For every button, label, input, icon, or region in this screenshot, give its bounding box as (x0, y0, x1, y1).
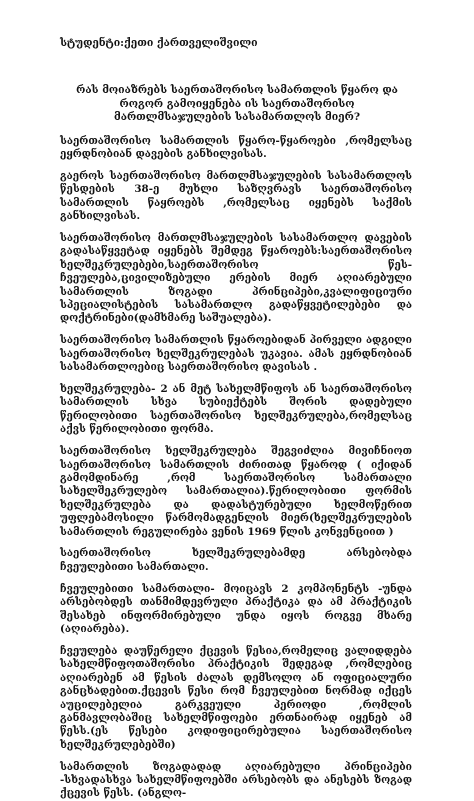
paragraph: საერთაშორისო მართლმსაჯულების სასამართლო დავების გადასაწყვეტად იყენებს შემდეგ წყაროებს:საერთაშორისო ხელშეკრულებები,საერთაშორისო წეს-ჩვეულება,ცივილიზებული ერების მიერ აღიარებული სამართლის ზოგადი პრინციპები,კვალიფიციური სპეციალისტების სასამართლო გადაწყვეტილებები და დოქტრინები(დამხმარე საშუალება). (60, 231, 412, 325)
paragraph: გაეროს საერთაშორისო მართლმსაჯულების სასამართლოს წესდების 38-ე მუხლი საზღვრავს საერთაშორისო სამართლის წაყროებს ,რომელსაც იყენებს საქმის განხილვისას. (60, 169, 412, 223)
paragraph: ხელშეკრულება- 2 ან მეტ სახელმწიფოს ან საერთაშორისო სამართლის სხვა სუბიექტებს შორის დადებული წერილობითი საერთაშორისო ხელშეკრულება,რომელსაც აქვს წერილობითი ფორმა. (60, 383, 412, 436)
paragraph: საერთაშორისო სამართლის წყარო-წყაროები ,რომელსაც ეყრდნობიან დავების განხილვისას. (60, 134, 412, 160)
paragraph: საერთაშორისო ხელშეკრულებამდე არსებობდა ჩვეულებითი სამართალი. (60, 547, 412, 573)
paragraph: საერთაშორისო ხელშეკრულება შეგვიძლია მივიჩნიოთ საერთაშორისო სამართლის ძირითად წყაროდ ( იქიდან გამომდინარე ,რომ საერთაშორისო სამართალი სახელშეკრულებო სამართალია).წერილობითი ფორმის ხელშეკრულება და დადასტურებული ხელმოწერით უფლებამოსილი წარმომადგენლის მიერ(ხელშეკრულების სამართლის რეგულირება ვენის 1969 წლის კონვენციით ) (60, 445, 412, 538)
document-title: რას მოიაზრებს საერთაშორისო სამართლის წყარო და როგორ გამოიყენება ის საერთაშორისო მართლმსაჯულების სასამართლოს მიერ? (76, 84, 398, 123)
paragraph: სამართლის ზოგადადად აღიარებული პრინციპები -სხვადასხვა სახელმწიფოებში არსებობს და ანესებს ზოგად ქცევის წესს. (ანგლო- (60, 760, 412, 800)
paragraph: ჩვეულება დაუწერელი ქცევის წესია,რომელიც ვალიდდება სახელმწიფოთაშორისი პრაქტიკის შედეგად ,რომლებიც აღიარებენ ამ წესის ძალას დემსოლო ან ოფიციალური განცხადებით.ქცევის წესი რომ ჩვეულებით ნორმად იქცეს აუცილებელია გარკვეული პერიოდი ,რომლის განმავლობაშიც სახელმწიფოები ერთნაირად იყენებ ამ წესს.(ეს წესები კოდიფიცირებულია საერთაშორისო ხელშეკრულებებში) (60, 644, 412, 751)
paragraph: საერთაშორისო სამართლის წყაროებიდან პირველი ადგილი საერთაშორისო ხელშეკრულებას უკავია. ამას ეყრდნობიან სასამართლოებიც საერთაშორისო დავისას . (60, 334, 412, 374)
student-line: სტუდენტი:ქეთი ქართველიშვილი (60, 37, 258, 49)
paragraph: ჩვეულებითი სამართალი- მოიცავს 2 კომპონენტს -უნდა არსებობდეს თანმიმდევრული პრაქტიკა და ამ პრაქტიკის შესახებ ინფორმირებული უნდა იყოს როგვე მხარე (აღიარება). (60, 582, 412, 635)
